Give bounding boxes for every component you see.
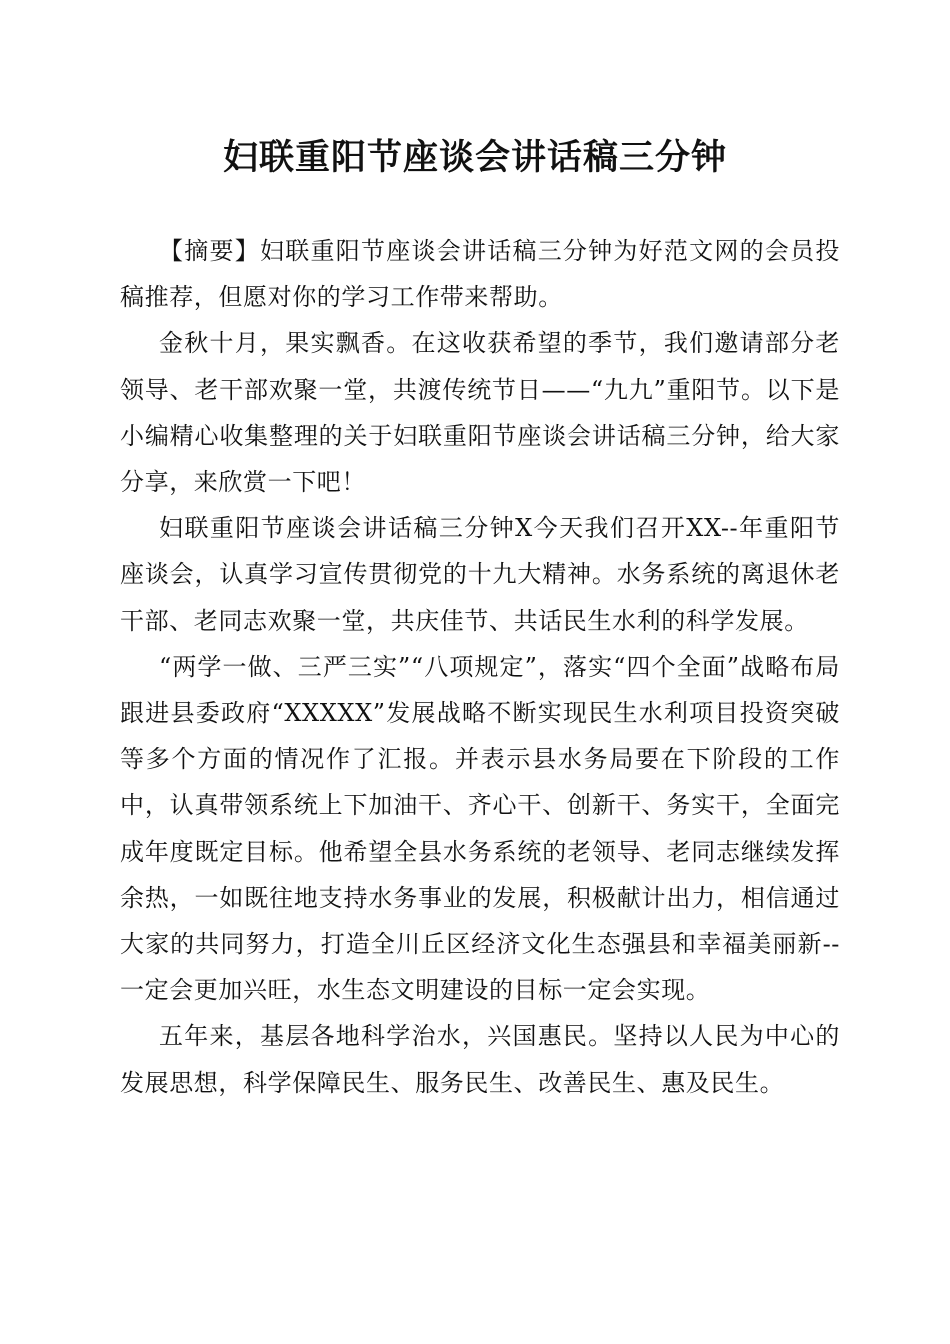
paragraph-meeting: 妇联重阳节座谈会讲话稿三分钟X今天我们召开XX--年重阳节座谈会，认真学习宣传贯彻党的十九大精神。水务系统的离退休老干部、老同志欢聚一堂，共庆佳节、共话民生水利的科学发展。 <box>120 514 840 635</box>
document-title: 妇联重阳节座谈会讲话稿三分钟 <box>222 137 727 178</box>
paragraph-report: “两学一做、三严三实”“八项规定”，落实“四个全面”战略布局跟进县委政府“XXXXX”发展战略不断实现民生水利项目投资突破等多个方面的情况作了汇报。并表示县水务局要在下阶段的工作中，认真带领系统上下加油干、齐心干、创新干、务实干，全面完成年度既定目标。他希望全县水务系统的老领导、老同志继续发挥余热，一如既往地支持水务事业的发展，积极献计出力，相信通过大家的共同努力，打造全川丘区经济文化生态强县和幸福美丽新--一定会更加兴旺，水生态文明建设的目标一定会实现。 <box>120 652 840 1005</box>
paragraph-five-years: 五年来，基层各地科学治水，兴国惠民。坚持以人民为中心的发展思想，科学保障民生、服务民生、改善民生、惠及民生。 <box>120 1022 840 1097</box>
paragraph-abstract: 【摘要】妇联重阳节座谈会讲话稿三分钟为好范文网的会员投稿推荐，但愿对你的学习工作带来帮助。 <box>120 237 840 312</box>
paragraph-intro: 金秋十月，果实飘香。在这收获希望的季节，我们邀请部分老领导、老干部欢聚一堂，共渡传统节日——“九九”重阳节。以下是小编精心收集整理的关于妇联重阳节座谈会讲话稿三分钟，给大家分享，来欣赏一下吧！ <box>120 329 840 497</box>
document-body <box>120 228 840 1106</box>
